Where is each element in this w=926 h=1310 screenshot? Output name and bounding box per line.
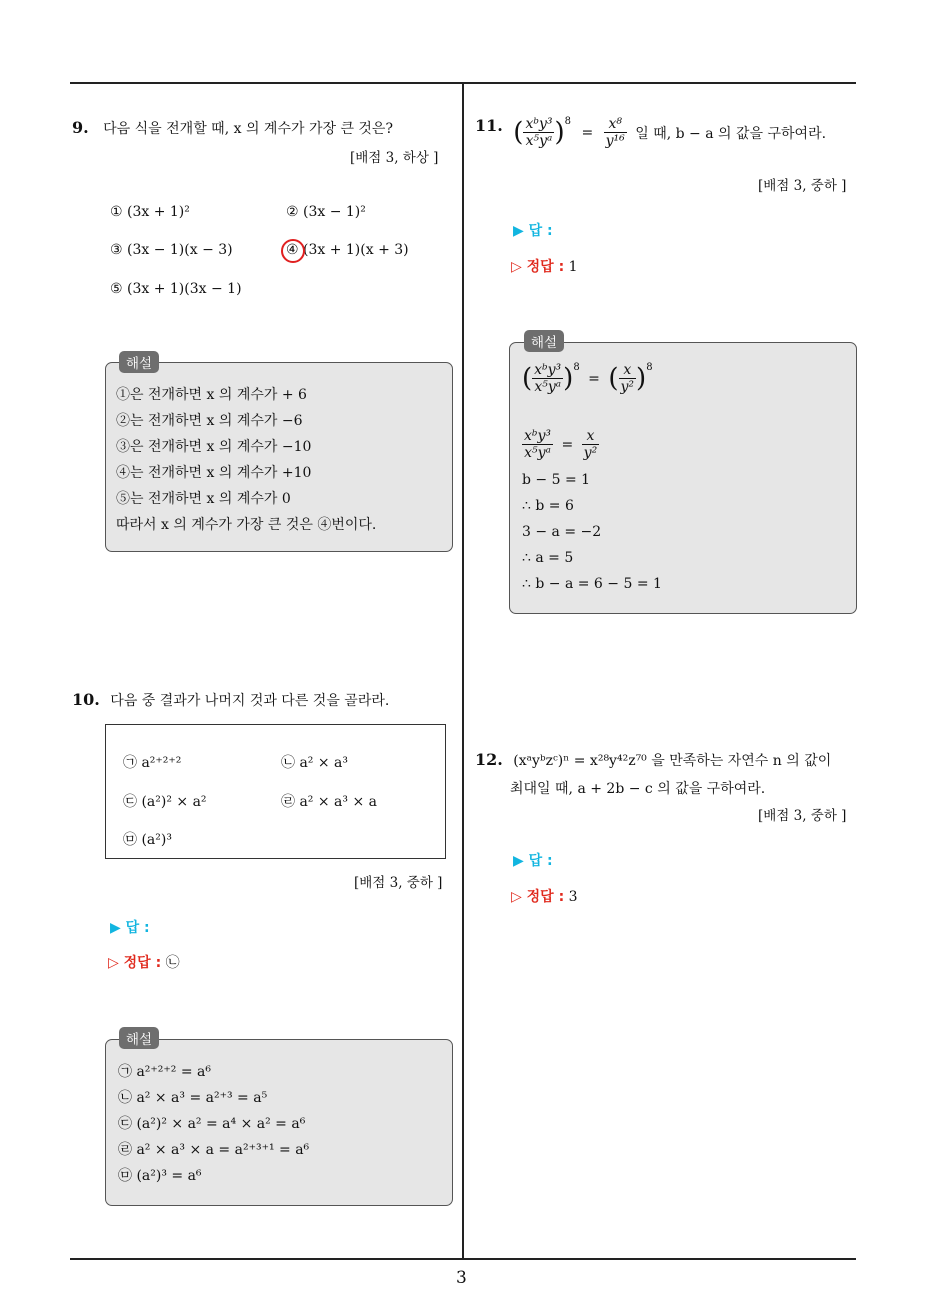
q11-explanation-eq-2 bbox=[522, 428, 599, 461]
q11-equals: = bbox=[581, 124, 594, 141]
q11-exp-lhs-numerator: xᵇy³ bbox=[534, 362, 562, 378]
q10-explanation-line-4: ㉣ a² × a³ × a = a²⁺³⁺¹ = a⁶ bbox=[118, 1142, 310, 1158]
q11-explanation-line-4: ∴ a = 5 bbox=[522, 550, 574, 566]
q12-answer-label[interactable]: ▶ 답 : bbox=[513, 853, 553, 869]
q9-option-2[interactable]: ② (3x − 1)² bbox=[286, 204, 366, 220]
q10-solution bbox=[108, 952, 180, 972]
q12-solution-label: ▷ 정답 : bbox=[511, 889, 565, 905]
q12-meta: [배점 3, 중하 ] bbox=[758, 808, 847, 824]
q11-rhs-numerator: x⁸ bbox=[604, 116, 627, 133]
column-divider bbox=[462, 83, 464, 1260]
q12-solution-value: 3 bbox=[568, 889, 578, 905]
q11-exp2-lhs-numerator: xᵇy³ bbox=[524, 428, 552, 444]
q11-explanation-line-5: ∴ b − a = 6 − 5 = 1 bbox=[522, 576, 662, 592]
selected-answer-mark-icon bbox=[281, 239, 305, 263]
q11-explanation-eq-1: ( $\frac{\text{xᵇy³}}{\text{x⁵yᵃ}}$ )$^8$ = ( $\frac{x}{\text{y²}}$ )$^8$ bbox=[522, 362, 653, 395]
q9-explanation-line-2: ②는 전개하면 x 의 계수가 −6 bbox=[116, 413, 303, 429]
q11-text: 일 때, b − a 의 값을 구하여라. bbox=[635, 125, 827, 142]
q11-answer-label[interactable]: ▶ 답 : bbox=[513, 223, 553, 239]
q9-explanation-line-5: ⑤는 전개하면 x 의 계수가 0 bbox=[116, 491, 291, 507]
q10-explanation-line-5: ㉤ (a²)³ = a⁶ bbox=[118, 1168, 202, 1184]
q10-explanation-line-3: ㉢ (a²)² × a² = a⁴ × a² = a⁶ bbox=[118, 1116, 306, 1132]
q9-explanation-line-4: ④는 전개하면 x 의 계수가 +10 bbox=[116, 465, 312, 481]
q11-exp-lhs-denominator: x⁵yᵃ bbox=[534, 379, 561, 395]
q12-text-line-2: 최대일 때, a + 2b − c 의 값을 구하여라. bbox=[510, 781, 766, 797]
q11-explanation-line-3: 3 − a = −2 bbox=[522, 524, 602, 540]
q11-lhs-numerator: xᵇy³ bbox=[525, 116, 553, 132]
q10-solution-label: ▷ 정답 : bbox=[108, 955, 162, 971]
q10-option-1[interactable]: ㉠ a²⁺²⁺² bbox=[123, 755, 182, 771]
q11-exp2-lhs-denominator: x⁵yᵃ bbox=[524, 445, 551, 461]
page-number: 3 bbox=[456, 1268, 467, 1288]
q11-explanation-tag: 해설 bbox=[524, 330, 564, 352]
q9-number: 9. bbox=[72, 118, 89, 137]
q10-answer-label[interactable]: ▶ 답 : bbox=[110, 920, 150, 936]
q12-solution bbox=[511, 886, 578, 906]
q11-solution-value: 1 bbox=[568, 259, 578, 275]
q9-option-1[interactable]: ① (3x + 1)² bbox=[110, 204, 190, 220]
q11-exponent: 8 bbox=[564, 116, 571, 127]
q11-equation: ( $\frac{\text{xᵇy³}}{\text{x⁵yᵃ}}$ )$^8$ = $\frac{\text{x⁸}}{\text{y¹⁶}}$ 일 때, b − a 의 값을 구하여라. bbox=[513, 116, 827, 149]
q10-option-4[interactable]: ㉣ a² × a³ × a bbox=[281, 794, 377, 810]
q9-option-4[interactable]: ④ (3x + 1)(x + 3) bbox=[286, 242, 409, 258]
q10 bbox=[72, 690, 452, 710]
q9-explanation-line-3: ③은 전개하면 x 의 계수가 −10 bbox=[116, 439, 312, 455]
q11-lhs-denominator: x⁵yᵃ bbox=[525, 133, 553, 149]
q9-option-5[interactable]: ⑤ (3x + 1)(3x − 1) bbox=[110, 281, 242, 297]
q11-exp-equals: = bbox=[588, 370, 600, 387]
q10-number: 10. bbox=[72, 690, 100, 709]
q9-text: 다음 식을 전개할 때, x 의 계수가 가장 큰 것은? bbox=[103, 121, 393, 137]
q11-exp-rhs-numerator: x bbox=[619, 362, 637, 379]
q11-exp-rhs-exponent: 8 bbox=[646, 362, 653, 373]
q11-exp2-rhs-numerator: x bbox=[582, 428, 600, 445]
q9-option-3[interactable]: ③ (3x − 1)(x − 3) bbox=[110, 242, 233, 258]
q11-exp2-equals: = bbox=[561, 436, 574, 453]
q11-solution-label: ▷ 정답 : bbox=[511, 259, 565, 275]
q11-exp-exponent: 8 bbox=[573, 362, 580, 373]
q9-explanation-tag: 해설 bbox=[119, 351, 159, 373]
q12-text-line-1: (xᵃyᵇzᶜ)ⁿ = x²⁸y⁴²z⁷⁰ 을 만족하는 자연수 n 의 값이 bbox=[513, 753, 832, 769]
q10-option-2[interactable]: ㉡ a² × a³ bbox=[281, 755, 348, 771]
q10-option-3[interactable]: ㉢ (a²)² × a² bbox=[123, 794, 207, 810]
q11-explanation-line-1: b − 5 = 1 bbox=[522, 472, 591, 488]
q10-solution-value: ㉡ bbox=[165, 955, 180, 971]
q11-exp2-rhs-denominator: y² bbox=[583, 445, 598, 461]
q11-solution bbox=[511, 256, 578, 276]
q10-explanation-tag: 해설 bbox=[119, 1027, 159, 1049]
q9-meta: [배점 3, 하상 ] bbox=[350, 150, 439, 166]
q11-meta: [배점 3, 중하 ] bbox=[758, 178, 847, 194]
q10-text: 다음 중 결과가 나머지 것과 다른 것을 골라라. bbox=[110, 693, 390, 709]
q12 bbox=[475, 750, 865, 770]
q11 bbox=[475, 116, 865, 149]
q11-rhs-denominator: y¹⁶ bbox=[605, 133, 625, 149]
q11-explanation-line-2: ∴ b = 6 bbox=[522, 498, 574, 514]
q9-explanation-line-1: ①은 전개하면 x 의 계수가 + 6 bbox=[116, 387, 307, 403]
q10-option-5[interactable]: ㉤ (a²)³ bbox=[123, 832, 172, 848]
q11-exp-rhs-denominator: y² bbox=[620, 379, 635, 395]
q10-explanation-line-2: ㉡ a² × a³ = a²⁺³ = a⁵ bbox=[118, 1090, 268, 1106]
q10-meta: [배점 3, 중하 ] bbox=[354, 875, 443, 891]
q9 bbox=[72, 118, 452, 138]
q10-explanation-line-1: ㉠ a²⁺²⁺² = a⁶ bbox=[118, 1064, 212, 1080]
q12-number: 12. bbox=[475, 750, 503, 769]
q11-number: 11. bbox=[475, 116, 503, 135]
q9-explanation-line-6: 따라서 x 의 계수가 가장 큰 것은 ④번이다. bbox=[116, 517, 377, 533]
